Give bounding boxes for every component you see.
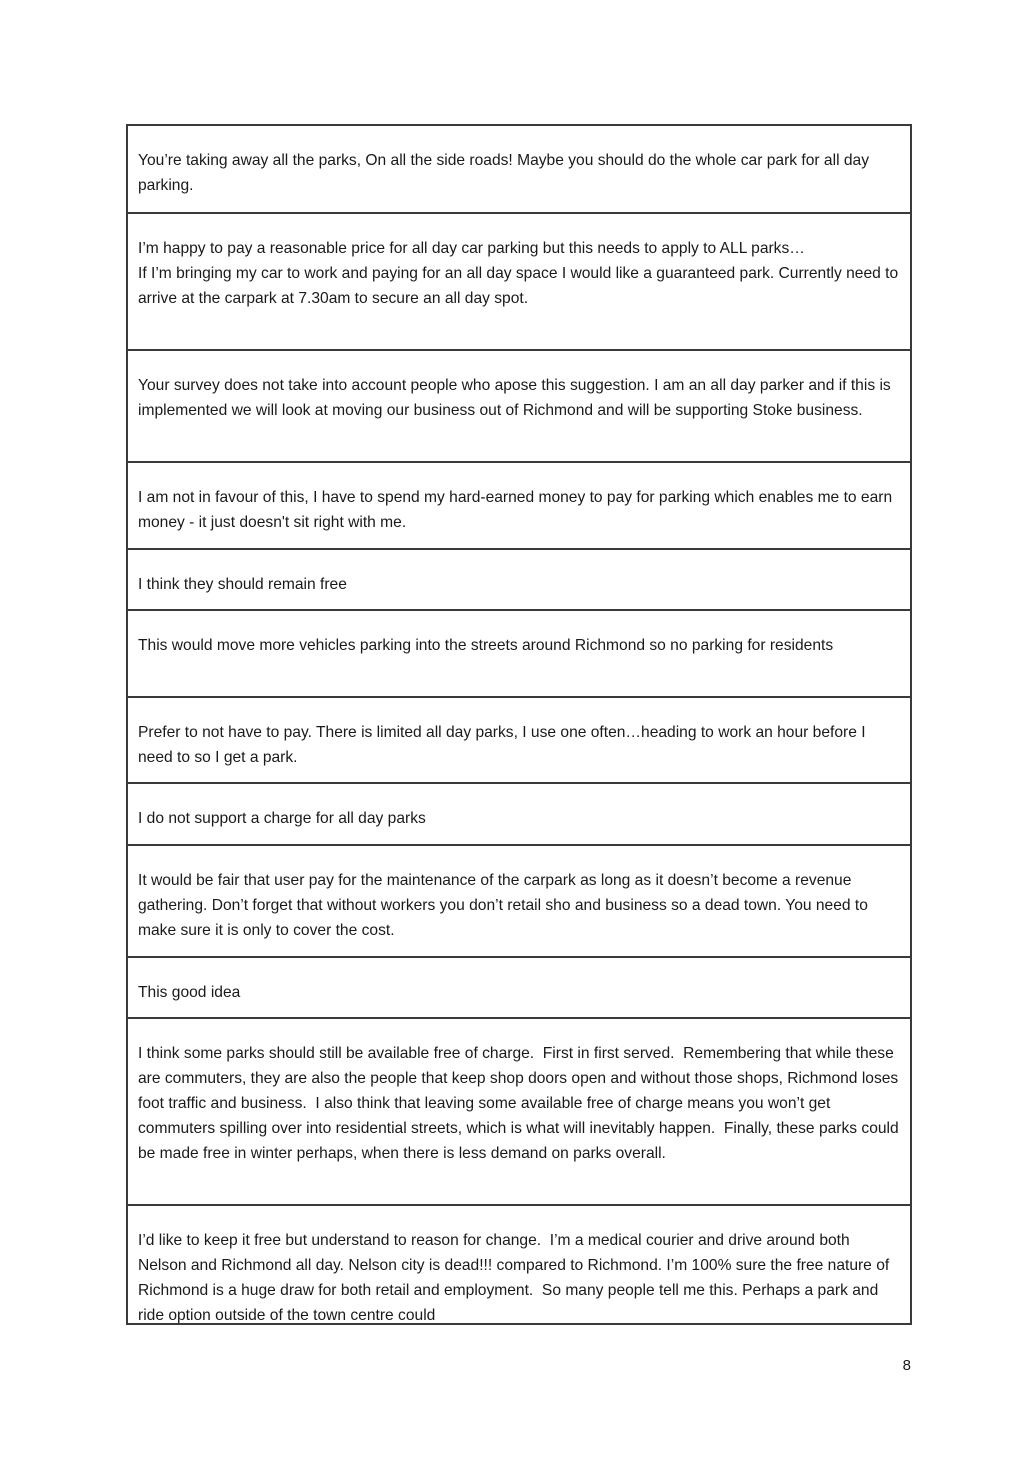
- comment-text: I’d like to keep it free but understand to reason for change. I’m a medical courier and drive around both Nelson and Richmond all day. Nelson city is dead!!! compared to Richmond. I’m 100% sure the free nature of Richmond is a huge draw for both retail and employment. So many people tell me this. Perhaps a park and ride option outside of the town centre could: [138, 1232, 894, 1324]
- table-row: [128, 1019, 910, 1206]
- comment-text: I think some parks should still be available free of charge. First in first served. Remembering that while these are commuters, they are also the people that keep shop doors open and without those shops, Richmond loses foot traffic and business. I also think that leaving some available free of charge means you won’t get commuters spilling over into residential streets, which is what will inevitably happen. Finally, these parks could be made free in winter perhaps, when there is less demand on parks overall.: [138, 1045, 904, 1162]
- table-row: [128, 846, 910, 958]
- comment-text: This good idea: [138, 984, 241, 1001]
- comment-text: Your survey does not take into account people who apose this suggestion. I am an all day parker and if this is implemented we will look at moving our business out of Richmond and will be supporting Stoke business.: [138, 377, 896, 419]
- comments-table: [126, 124, 912, 1325]
- table-row: [128, 958, 910, 1019]
- table-row: [128, 463, 910, 550]
- table-row: [128, 550, 910, 611]
- comment-text: I’m happy to pay a reasonable price for all day car parking but this needs to apply to ALL parks… If I’m bringing my car to work and paying for an all day space I would like a guaranteed park. Currently need to arrive at the carpark at 7.30am to secure an all day spot.: [138, 240, 899, 307]
- comment-text: I think they should remain free: [138, 576, 347, 593]
- table-row: [128, 214, 910, 351]
- table-row: [128, 351, 910, 463]
- comment-text: Prefer to not have to pay. There is limited all day parks, I use one often…heading to work an hour before I need to so I get a park.: [138, 724, 870, 766]
- table-row: [128, 1206, 910, 1325]
- table-row: [128, 698, 910, 784]
- page-number: 8: [902, 1357, 911, 1374]
- table-row: [128, 126, 910, 214]
- comment-text: It would be fair that user pay for the maintenance of the carpark as long as it doesn’t become a revenue gathering. Don’t forget that without workers you don’t retail sho and business so a dead town. You need to make sure it is only to cover the cost.: [138, 872, 873, 939]
- comment-text: I do not support a charge for all day parks: [138, 810, 426, 827]
- comment-text: This would move more vehicles parking into the streets around Richmond so no parking for residents: [138, 637, 834, 654]
- comment-text: I am not in favour of this, I have to spend my hard-earned money to pay for parking which enables me to earn money - it just doesn't sit right with me.: [138, 489, 897, 531]
- comment-text: You’re taking away all the parks, On all the side roads! Maybe you should do the whole car park for all day parking.: [138, 152, 874, 194]
- table-row: [128, 784, 910, 846]
- table-row: [128, 611, 910, 698]
